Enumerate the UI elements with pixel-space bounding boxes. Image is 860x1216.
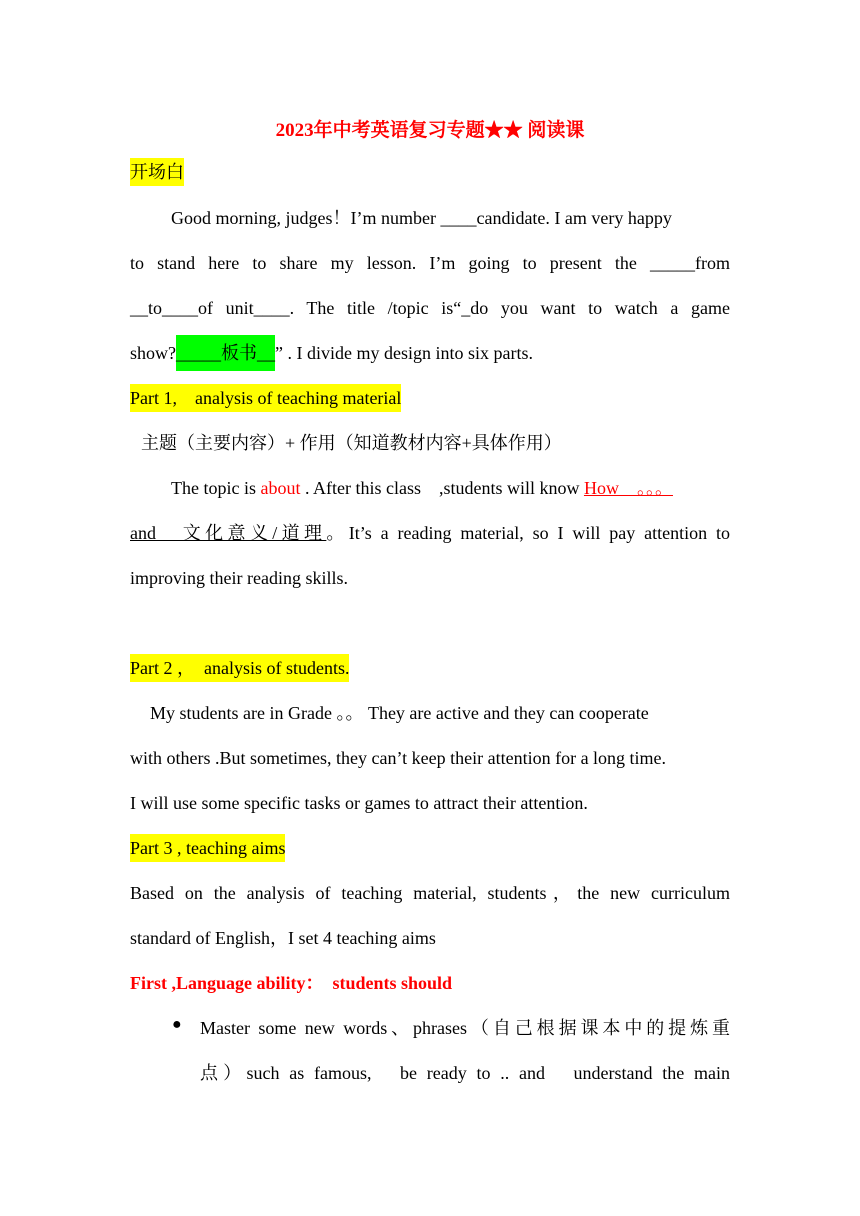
part2-line-3: I will use some specific tasks or games to attract their attention. <box>130 793 588 813</box>
blank: _____ <box>650 253 695 273</box>
part1-how: How 。。。 <box>583 478 673 498</box>
opening-paragraph-line-4 <box>130 340 730 366</box>
part1-heading: Part 1, analysis of teaching material <box>130 384 401 412</box>
part2-line-2: with others .But sometimes, they can’t keep their attention for a long time. <box>130 748 667 768</box>
part1-note: 主题（主要内容）+ 作用（知道教材内容+具体作用） <box>141 433 562 453</box>
opening-label: 开场白 <box>130 158 184 186</box>
opening-text: to stand here to share my lesson. I’m going to present the <box>130 253 650 273</box>
part1-heading-line <box>130 385 730 411</box>
opening-text: ” . I divide my design into six parts. <box>275 343 533 363</box>
document-title: 2023年中考英语复习专题★★ 阅读课 <box>275 120 585 141</box>
opening-paragraph-line-1: Good morning, judges！I’m number ____candidate. I am very happy <box>171 208 672 228</box>
first-language-ability-heading: First ,Language ability： students should <box>130 973 453 993</box>
part1-line-3: improving their reading skills. <box>130 568 348 588</box>
bullet-line-1: Master some new words、phrases（自己根据课本中的提炼重 <box>200 1018 730 1038</box>
part2-heading-line <box>130 655 730 681</box>
part1-line-1 <box>171 475 730 501</box>
part1-line-2 <box>130 520 730 546</box>
part1-about: about <box>260 478 301 498</box>
part3-heading-line <box>130 835 730 861</box>
part1-text: The topic is <box>171 478 261 498</box>
part3-line-1: Based on the analysis of teaching material, students，the new curriculum <box>130 883 730 903</box>
part3-line-2: standard of English，I set 4 teaching aims <box>130 928 436 948</box>
board-writing-highlight: _____板书__ <box>176 335 275 371</box>
opening-text: show? <box>130 343 176 363</box>
bullet-icon: ● <box>172 1016 182 1033</box>
part1-text: . After this class ,students will know <box>300 478 584 498</box>
part3-heading: Part 3 , teaching aims <box>130 834 285 862</box>
part1-cultural-meaning: and 文化意义/道理 <box>130 523 327 543</box>
opening-paragraph-line-3: __to____of unit____. The title /topic is“_do you want to watch a game <box>130 298 730 318</box>
opening-text: from <box>695 253 730 273</box>
part1-text: 。It’s a reading material, so I will pay attention to <box>326 523 730 543</box>
part2-heading: Part 2 ， analysis of students. <box>130 654 349 682</box>
opening-paragraph-line-2 <box>130 250 730 276</box>
part2-line-1: My students are in Grade 。。 They are active and they can cooperate <box>150 703 649 723</box>
opening-label-line <box>130 159 730 185</box>
bullet-line-2: 点）such as famous, be ready to .. and understand the main <box>200 1063 730 1083</box>
